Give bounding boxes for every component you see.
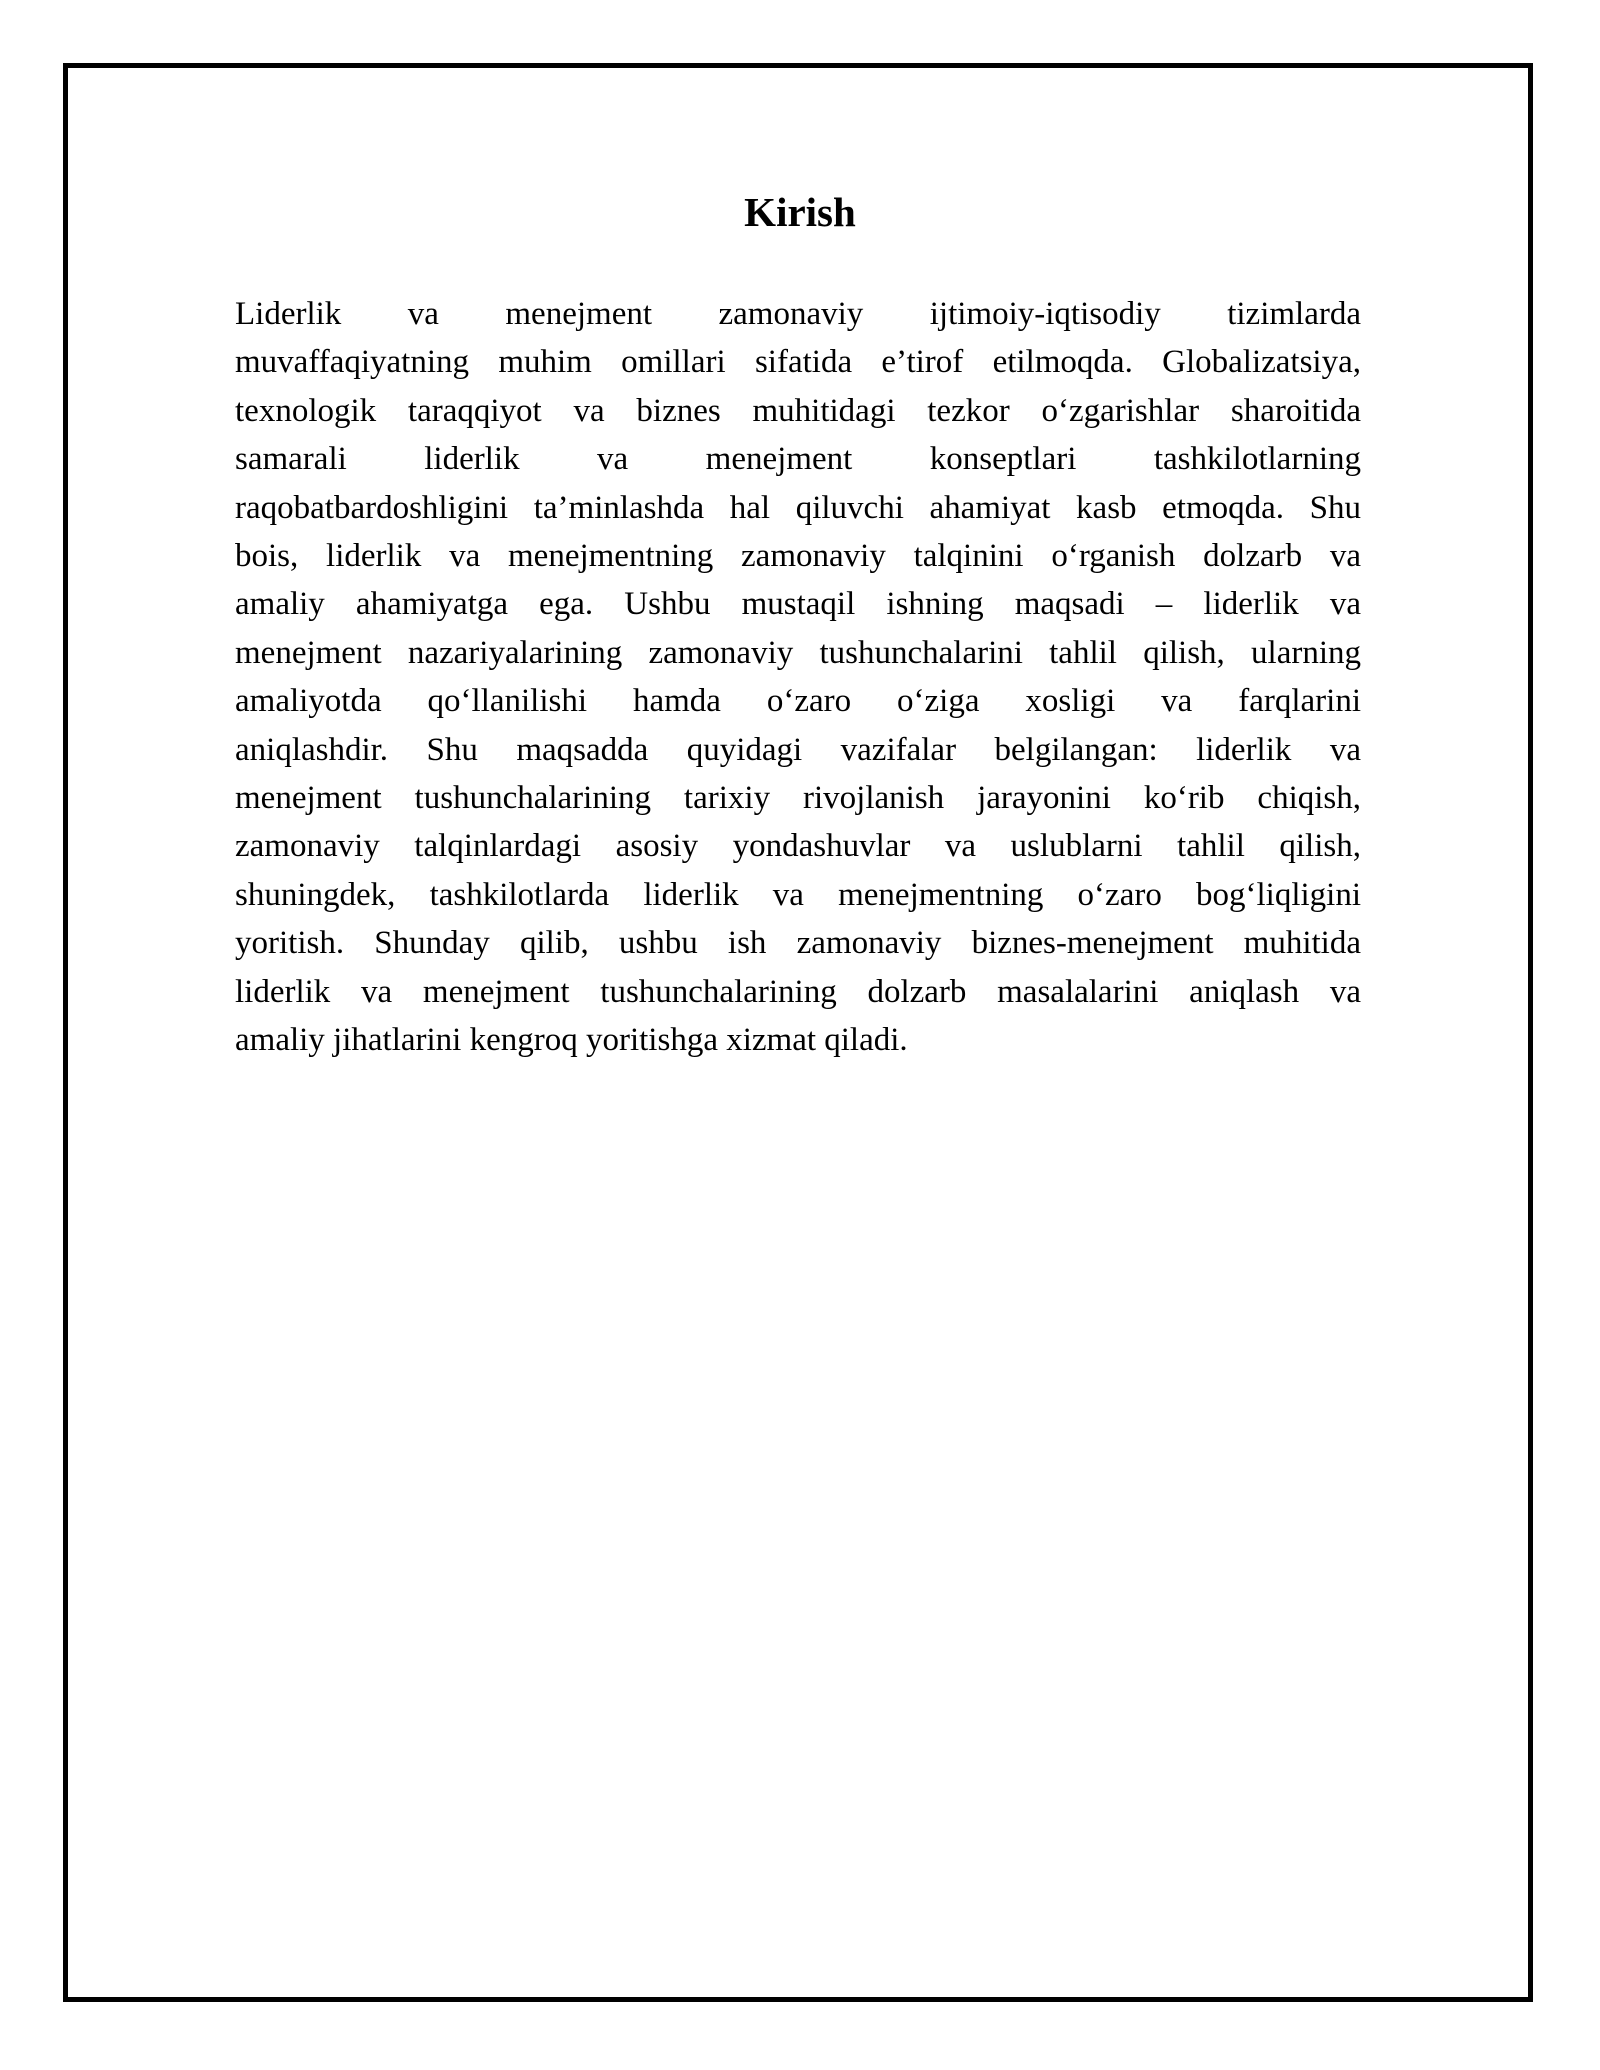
paragraph-line: menejment nazariyalarining zamonaviy tushunchalarini tahlil qilish, ularning <box>235 634 1361 671</box>
paragraph-line: zamonaviy talqinlardagi asosiy yondashuvlar va uslublarni tahlil qilish, <box>235 828 1361 865</box>
paragraph-line: amaliyotda qo‘llanilishi hamda o‘zaro o‘ziga xosligi va farqlarini <box>235 683 1361 720</box>
paragraph-line: liderlik va menejment tushunchalarining dolzarb masalalarini aniqlash va <box>235 973 1361 1010</box>
paragraph-line: shuningdek, tashkilotlarda liderlik va menejmentning o‘zaro bog‘liqligini <box>235 876 1361 913</box>
paragraph-line: texnologik taraqqiyot va biznes muhitidagi tezkor o‘zgarishlar sharoitida <box>235 392 1361 429</box>
page-title: Kirish <box>744 189 856 235</box>
paragraph-line: muvaffaqiyatning muhim omillari sifatida e’tirof etilmoqda. Globalizatsiya, <box>235 344 1361 381</box>
paragraph-line: yoritish. Shunday qilib, ushbu ish zamonaviy biznes-menejment muhitida <box>235 925 1361 962</box>
paragraph-line: bois, liderlik va menejmentning zamonaviy talqinini o‘rganish dolzarb va <box>235 538 1361 575</box>
paragraph-line: menejment tushunchalarining tarixiy rivojlanish jarayonini ko‘rib chiqish, <box>235 780 1361 817</box>
paragraph-line: amaliy jihatlarini kengroq yoritishga xizmat qiladi. <box>235 1022 908 1059</box>
paragraph-line: Liderlik va menejment zamonaviy ijtimoiy-iqtisodiy tizimlarda <box>235 296 1361 332</box>
intro-paragraph <box>235 290 1361 1065</box>
paragraph-line: amaliy ahamiyatga ega. Ushbu mustaqil ishning maqsadi – liderlik va <box>235 586 1361 623</box>
paragraph-line: samarali liderlik va menejment konseptlari tashkilotlarning <box>235 441 1361 478</box>
paragraph-line: raqobatbardoshligini ta’minlashda hal qiluvchi ahamiyat kasb etmoqda. Shu <box>235 489 1361 526</box>
paragraph-line: aniqlashdir. Shu maqsadda quyidagi vazifalar belgilangan: liderlik va <box>235 731 1361 768</box>
